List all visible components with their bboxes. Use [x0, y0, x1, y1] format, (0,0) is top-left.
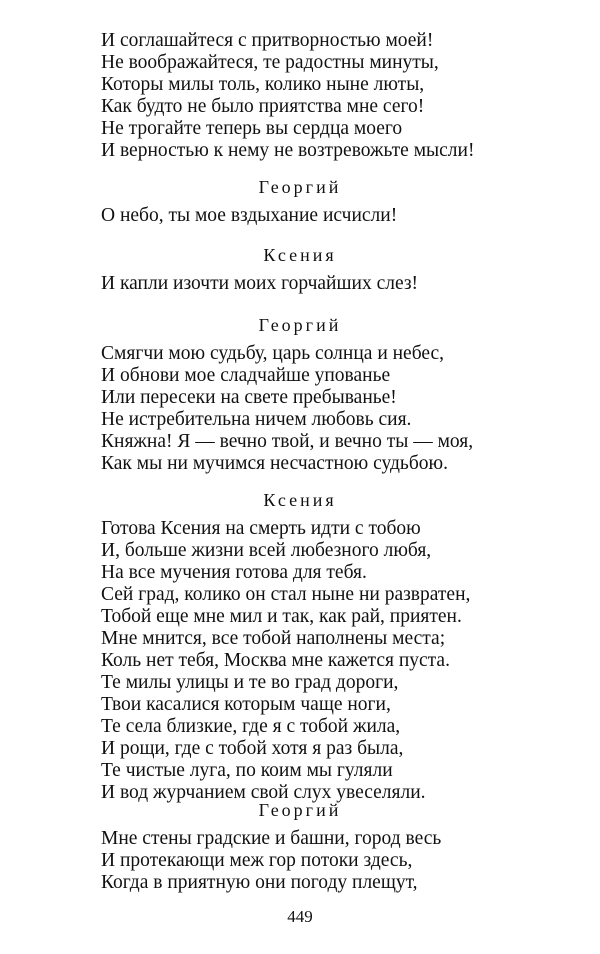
verse-line: Княжна! Я — вечно твой, и вечно ты — моя,: [101, 431, 474, 452]
verse-line: Те чистые луга, по коим мы гуляли: [101, 760, 393, 781]
page-number: 449: [287, 907, 313, 926]
verse-line: Которы милы толь, колико ныне люты,: [101, 74, 425, 95]
verse-line: Мне мнится, все тобой наполнены места;: [101, 628, 446, 649]
verse-line: Сей град, колико он стал ныне ни развратен,: [101, 584, 471, 605]
verse-line: Не воображайтеся, те радостны минуты,: [101, 52, 439, 73]
verse-line: Смягчи мою судьбу, царь солнца и небес,: [101, 343, 445, 364]
verse-line: И обнови мое сладчайше упованье: [101, 365, 391, 386]
verse-line: И соглашайтеся с притворностью моей!: [101, 30, 434, 51]
verse-line: Как будто не было приятства мне сего!: [101, 96, 425, 117]
verse-line: О небо, ты мое вздыхание исчисли!: [101, 205, 398, 226]
verse-line: Как мы ни мучимся несчастною судьбою.: [101, 453, 448, 474]
speaker-heading: Георгий: [258, 800, 342, 820]
verse-line: Не трогайте теперь вы сердца моего: [101, 118, 403, 139]
verse-line: И капли изочти моих горчайших слез!: [101, 273, 419, 294]
verse-line: И вод журчанием свой слух увеселяли.: [101, 782, 426, 803]
verse-line: На все мучения готова для тебя.: [101, 562, 367, 583]
verse-line: Твои касалися которым чаще ноги,: [101, 694, 391, 715]
verse-line: Коль нет тебя, Москва мне кажется пуста.: [101, 650, 450, 671]
speaker-heading: Георгий: [258, 177, 342, 197]
verse-line: И верностью к нему не возтревожьте мысли!: [101, 140, 475, 161]
verse-line: И рощи, где с тобой хотя я раз была,: [101, 738, 404, 759]
speaker-heading: Георгий: [258, 315, 342, 335]
verse-line: Когда в приятную они погоду плещут,: [101, 872, 418, 893]
speaker-heading: Ксения: [263, 490, 337, 510]
verse-line: И протекающи меж гор потоки здесь,: [101, 850, 413, 871]
verse-line: Те милы улицы и те во град дороги,: [101, 672, 399, 693]
speaker-heading: Ксения: [263, 245, 337, 265]
verse-line: И, больше жизни всей любезного любя,: [101, 540, 432, 561]
verse-line: Мне стены градские и башни, город весь: [101, 828, 442, 849]
verse-line: Или пересеки на свете пребыванье!: [101, 387, 397, 408]
verse-line: Те села близкие, где я с тобой жила,: [101, 716, 401, 737]
verse-line: Готова Ксения на смерть идти с тобою: [101, 518, 421, 539]
verse-line: Не истребительна ничем любовь сия.: [101, 409, 412, 430]
verse-line: Тобой еще мне мил и так, как рай, приятен.: [101, 606, 462, 627]
